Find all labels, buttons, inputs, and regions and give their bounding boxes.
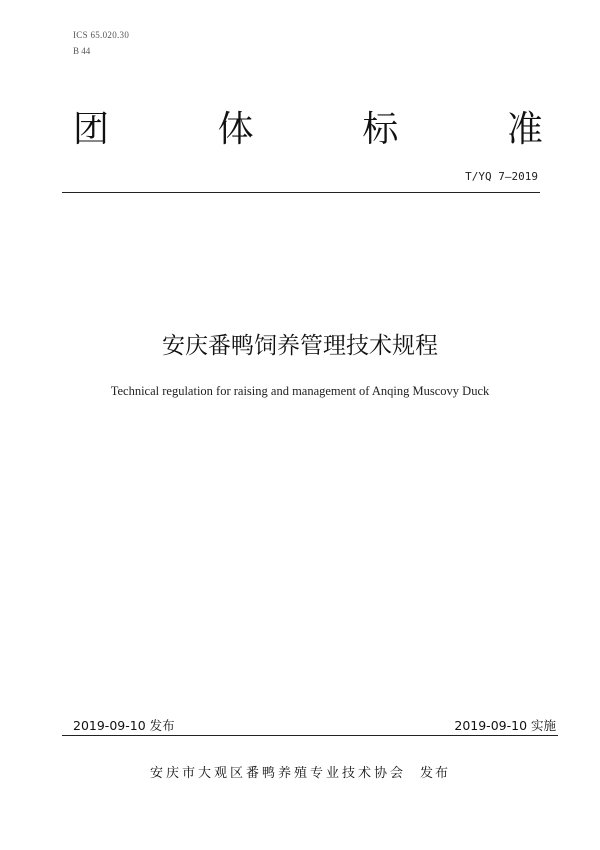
standard-type-heading <box>73 108 543 152</box>
document-title-english: Technical regulation for raising and management of Anqing Muscovy Duck <box>110 384 490 398</box>
standard-type-char: 团 <box>73 109 110 150</box>
standard-type-char: 准 <box>506 109 543 150</box>
implementation-date: 2019-09-10 实施 <box>454 718 556 733</box>
ccs-code: B 44 <box>73 46 91 56</box>
publisher-organization: 安庆市大观区番鸭养殖专业技术协会 <box>149 766 406 781</box>
standard-type-char: 体 <box>217 109 254 150</box>
publisher-line <box>0 762 600 781</box>
standard-number: T/YQ 7—2019 <box>465 170 538 183</box>
standard-type-char: 标 <box>362 109 399 150</box>
top-divider <box>62 192 540 193</box>
document-title-chinese: 安庆番鸭饲养管理技术规程 <box>162 333 438 359</box>
publisher-action: 发布 <box>420 766 451 781</box>
bottom-divider <box>62 735 558 736</box>
ics-code: ICS 65.020.30 <box>73 30 130 40</box>
publish-date: 2019-09-10 发布 <box>73 718 175 733</box>
